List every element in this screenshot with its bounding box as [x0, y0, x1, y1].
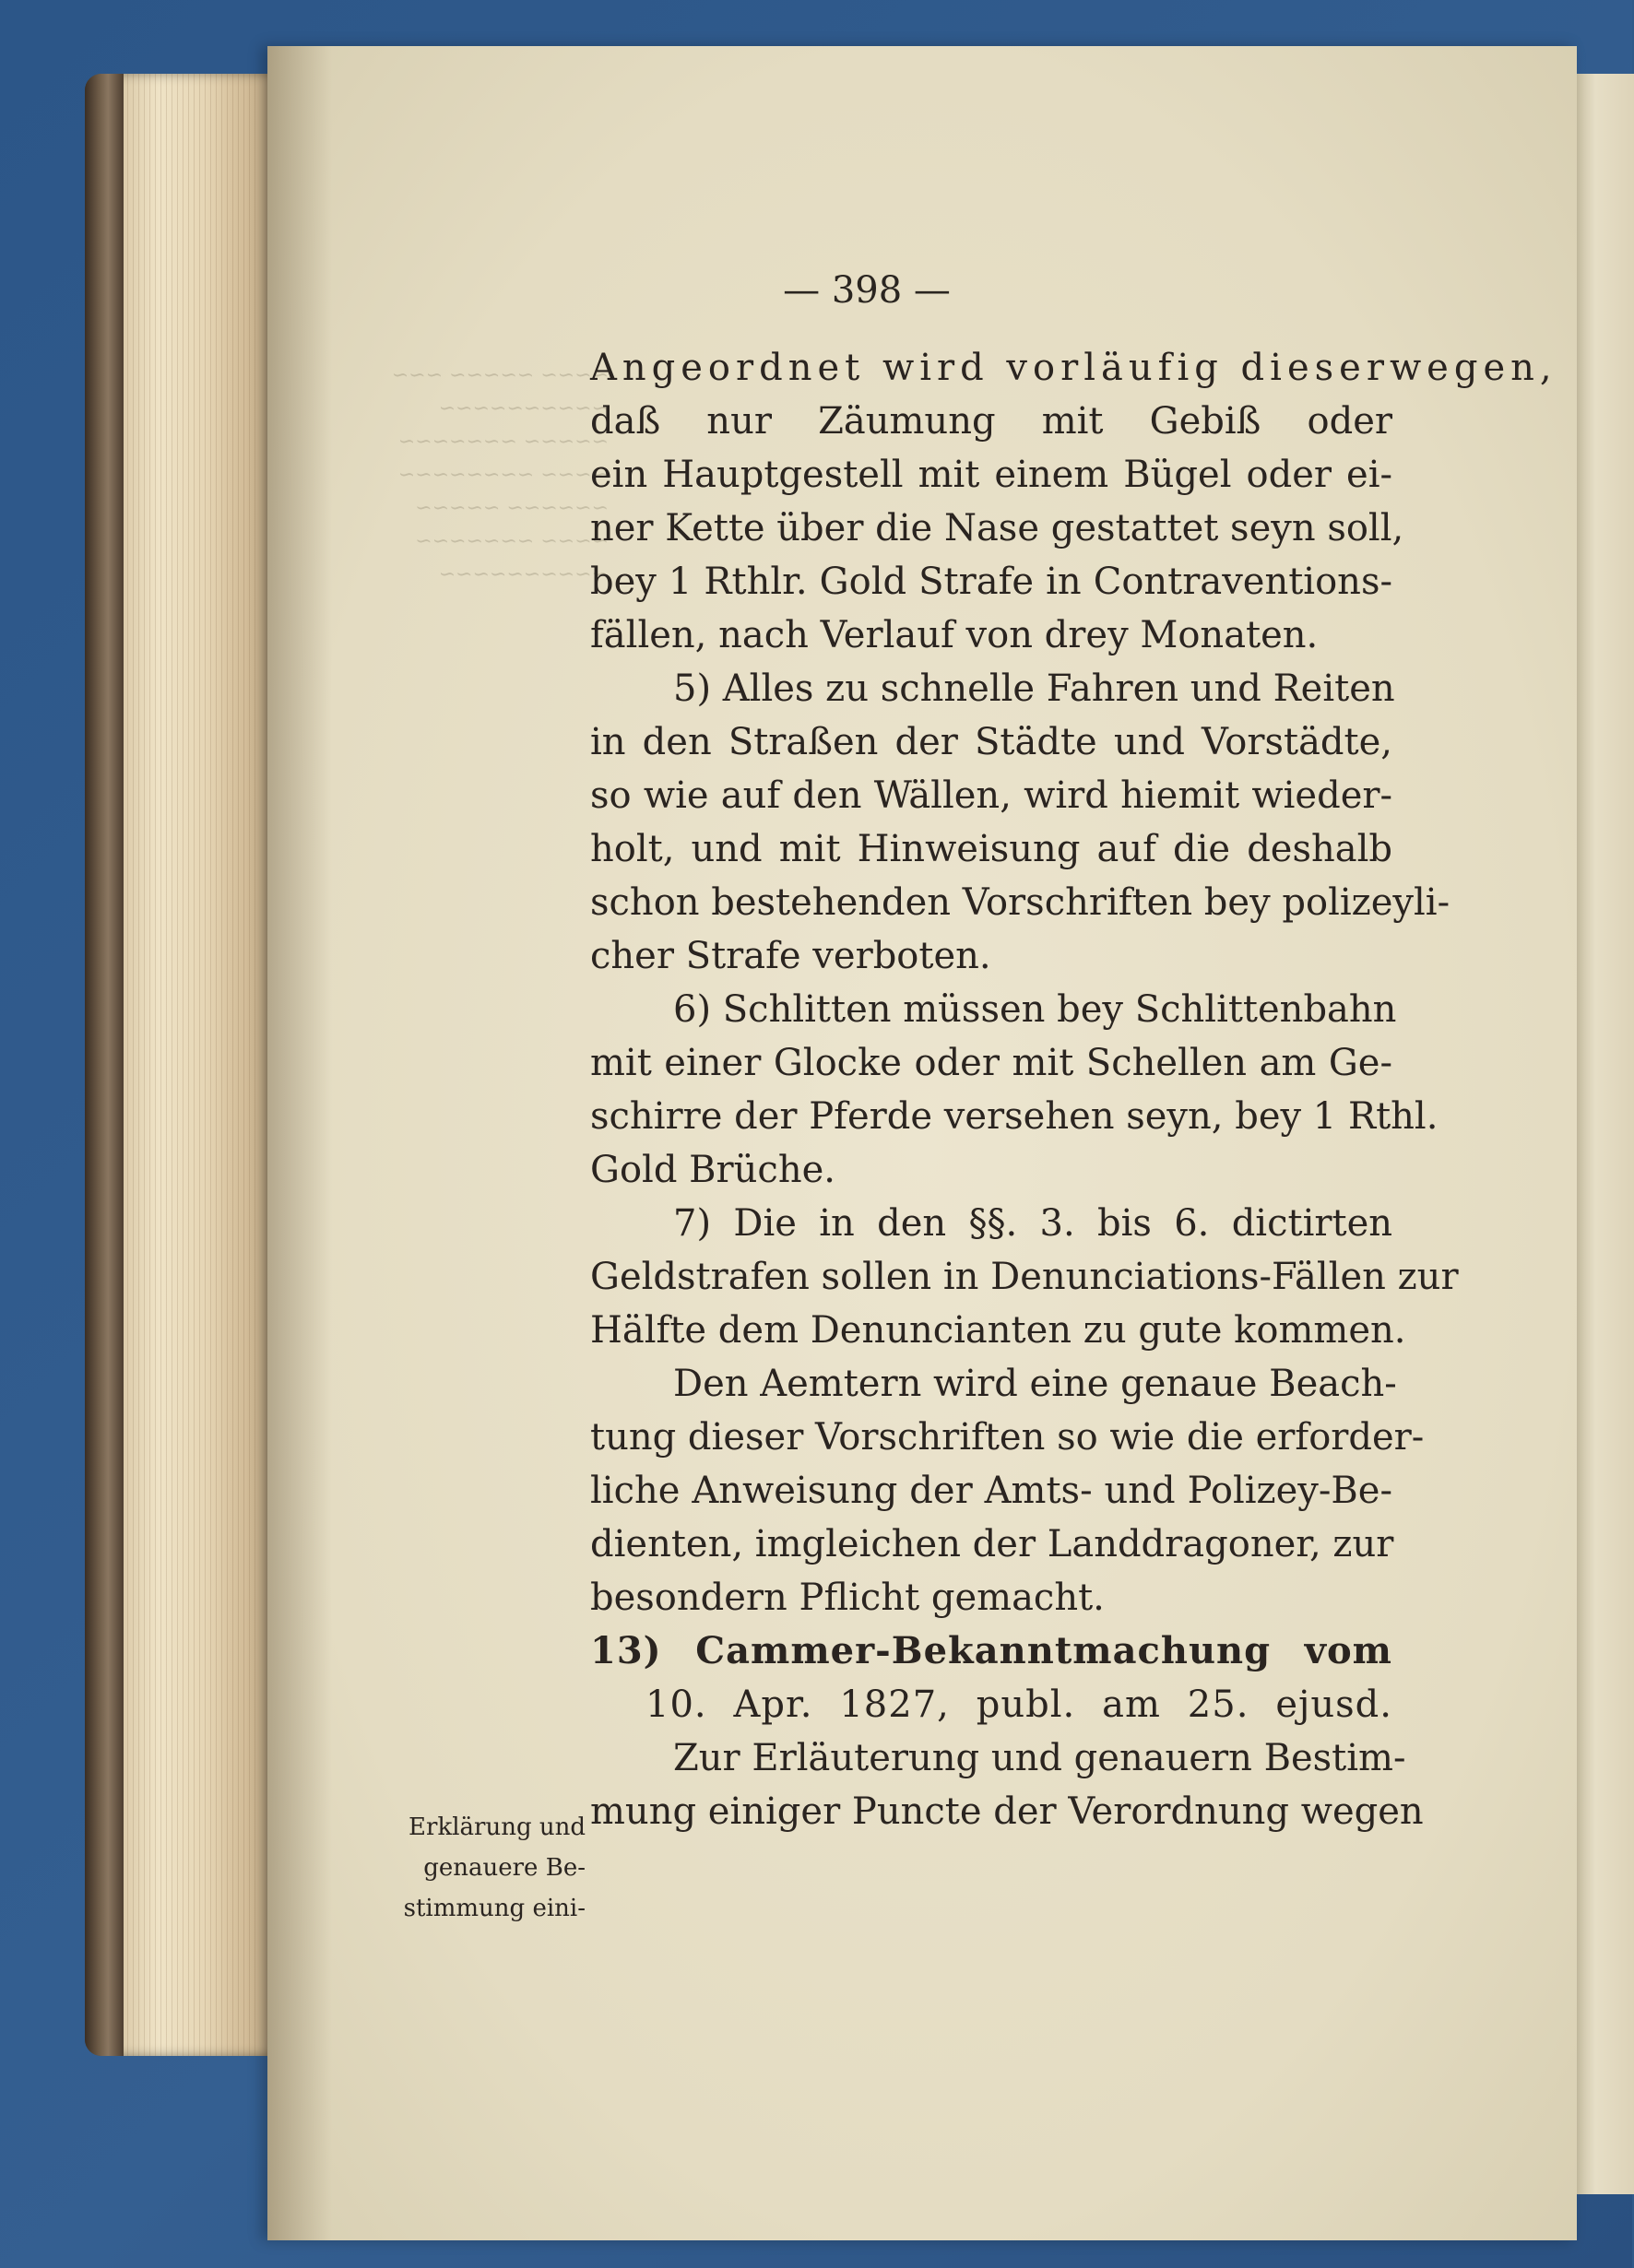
text-line: 6) Schlitten müssen bey Schlittenbahn	[673, 988, 1397, 1031]
book-spine	[85, 74, 124, 2056]
text-line: Zur Erläuterung und genauern Bestim-	[673, 1737, 1406, 1779]
text-line: Den Aemtern wird eine genaue Beach-	[673, 1363, 1397, 1405]
text-line: in den Straßen der Städte und Vorstädte,	[590, 721, 1392, 763]
marginal-note-line: genauere Be-	[423, 1854, 586, 1882]
gutter-shadow	[267, 46, 332, 2240]
text-line: bey 1 Rthlr. Gold Strafe in Contraventions-	[590, 561, 1392, 603]
next-page-edge	[1568, 74, 1634, 2194]
text-line: fällen, nach Verlauf von drey Monaten.	[590, 614, 1319, 656]
text-line: liche Anweisung der Amts- und Polizey-Be-	[590, 1470, 1392, 1512]
bleed-through-text: ~~~~ ~~~~~ ~~~ ~~~~~~~~~~ ~~~~~ ~~~~~~~ ~~~~ ~~~~~~~~ ~~~~~~ ~~~~~ ~~~~ ~~~~~~~ ~~~~~~~~~~	[391, 364, 609, 586]
section-heading: 13) Cammer-Bekanntmachung vom	[590, 1629, 1392, 1672]
text-line: so wie auf den Wällen, wird hiemit wieder-	[590, 774, 1392, 817]
text-line: besondern Pflicht gemacht.	[590, 1577, 1105, 1619]
text-line: daß nur Zäumung mit Gebiß oder	[590, 400, 1392, 443]
page-body-text	[590, 341, 1557, 1838]
text-line: mung einiger Puncte der Verordnung wegen	[590, 1790, 1424, 1833]
text-line: schirre der Pferde versehen seyn, bey 1 Rthl.	[590, 1095, 1439, 1138]
text-line: 5) Alles zu schnelle Fahren und Reiten	[673, 667, 1395, 710]
text-line: ein Hauptgestell mit einem Bügel oder ei-	[590, 454, 1392, 496]
text-line: Gold Brüche.	[590, 1149, 835, 1191]
text-line: Hälfte dem Denuncianten zu gute kommen.	[590, 1309, 1406, 1352]
marginal-note	[364, 1807, 586, 1929]
text-line: schon bestehenden Vorschriften bey polizeyli-	[590, 881, 1450, 924]
marginal-note-line: stimmung eini-	[403, 1895, 586, 1922]
marginal-note-line: Erklärung und	[408, 1813, 586, 1841]
page-number: — 398 —	[783, 269, 951, 312]
text-line: ner Kette über die Nase gestattet seyn soll,	[590, 507, 1404, 549]
text-line: Geldstrafen sollen in Denunciations-Fällen zur	[590, 1256, 1459, 1298]
text-line: tung dieser Vorschriften so wie die erforder-	[590, 1416, 1425, 1459]
text-line: 7) Die in den §§. 3. bis 6. dictirten	[673, 1202, 1392, 1245]
text-line: cher Strafe verboten.	[590, 935, 991, 977]
text-line: holt, und mit Hinweisung auf die deshalb	[590, 828, 1392, 870]
text-line: Angeordnet wird vorläufig dieserwegen,	[590, 347, 1557, 389]
text-line: mit einer Glocke oder mit Schellen am Ge-	[590, 1042, 1392, 1084]
section-heading-date: 10. Apr. 1827, publ. am 25. ejusd.	[645, 1683, 1392, 1726]
text-line: dienten, imgleichen der Landdragoner, zur	[590, 1523, 1394, 1565]
